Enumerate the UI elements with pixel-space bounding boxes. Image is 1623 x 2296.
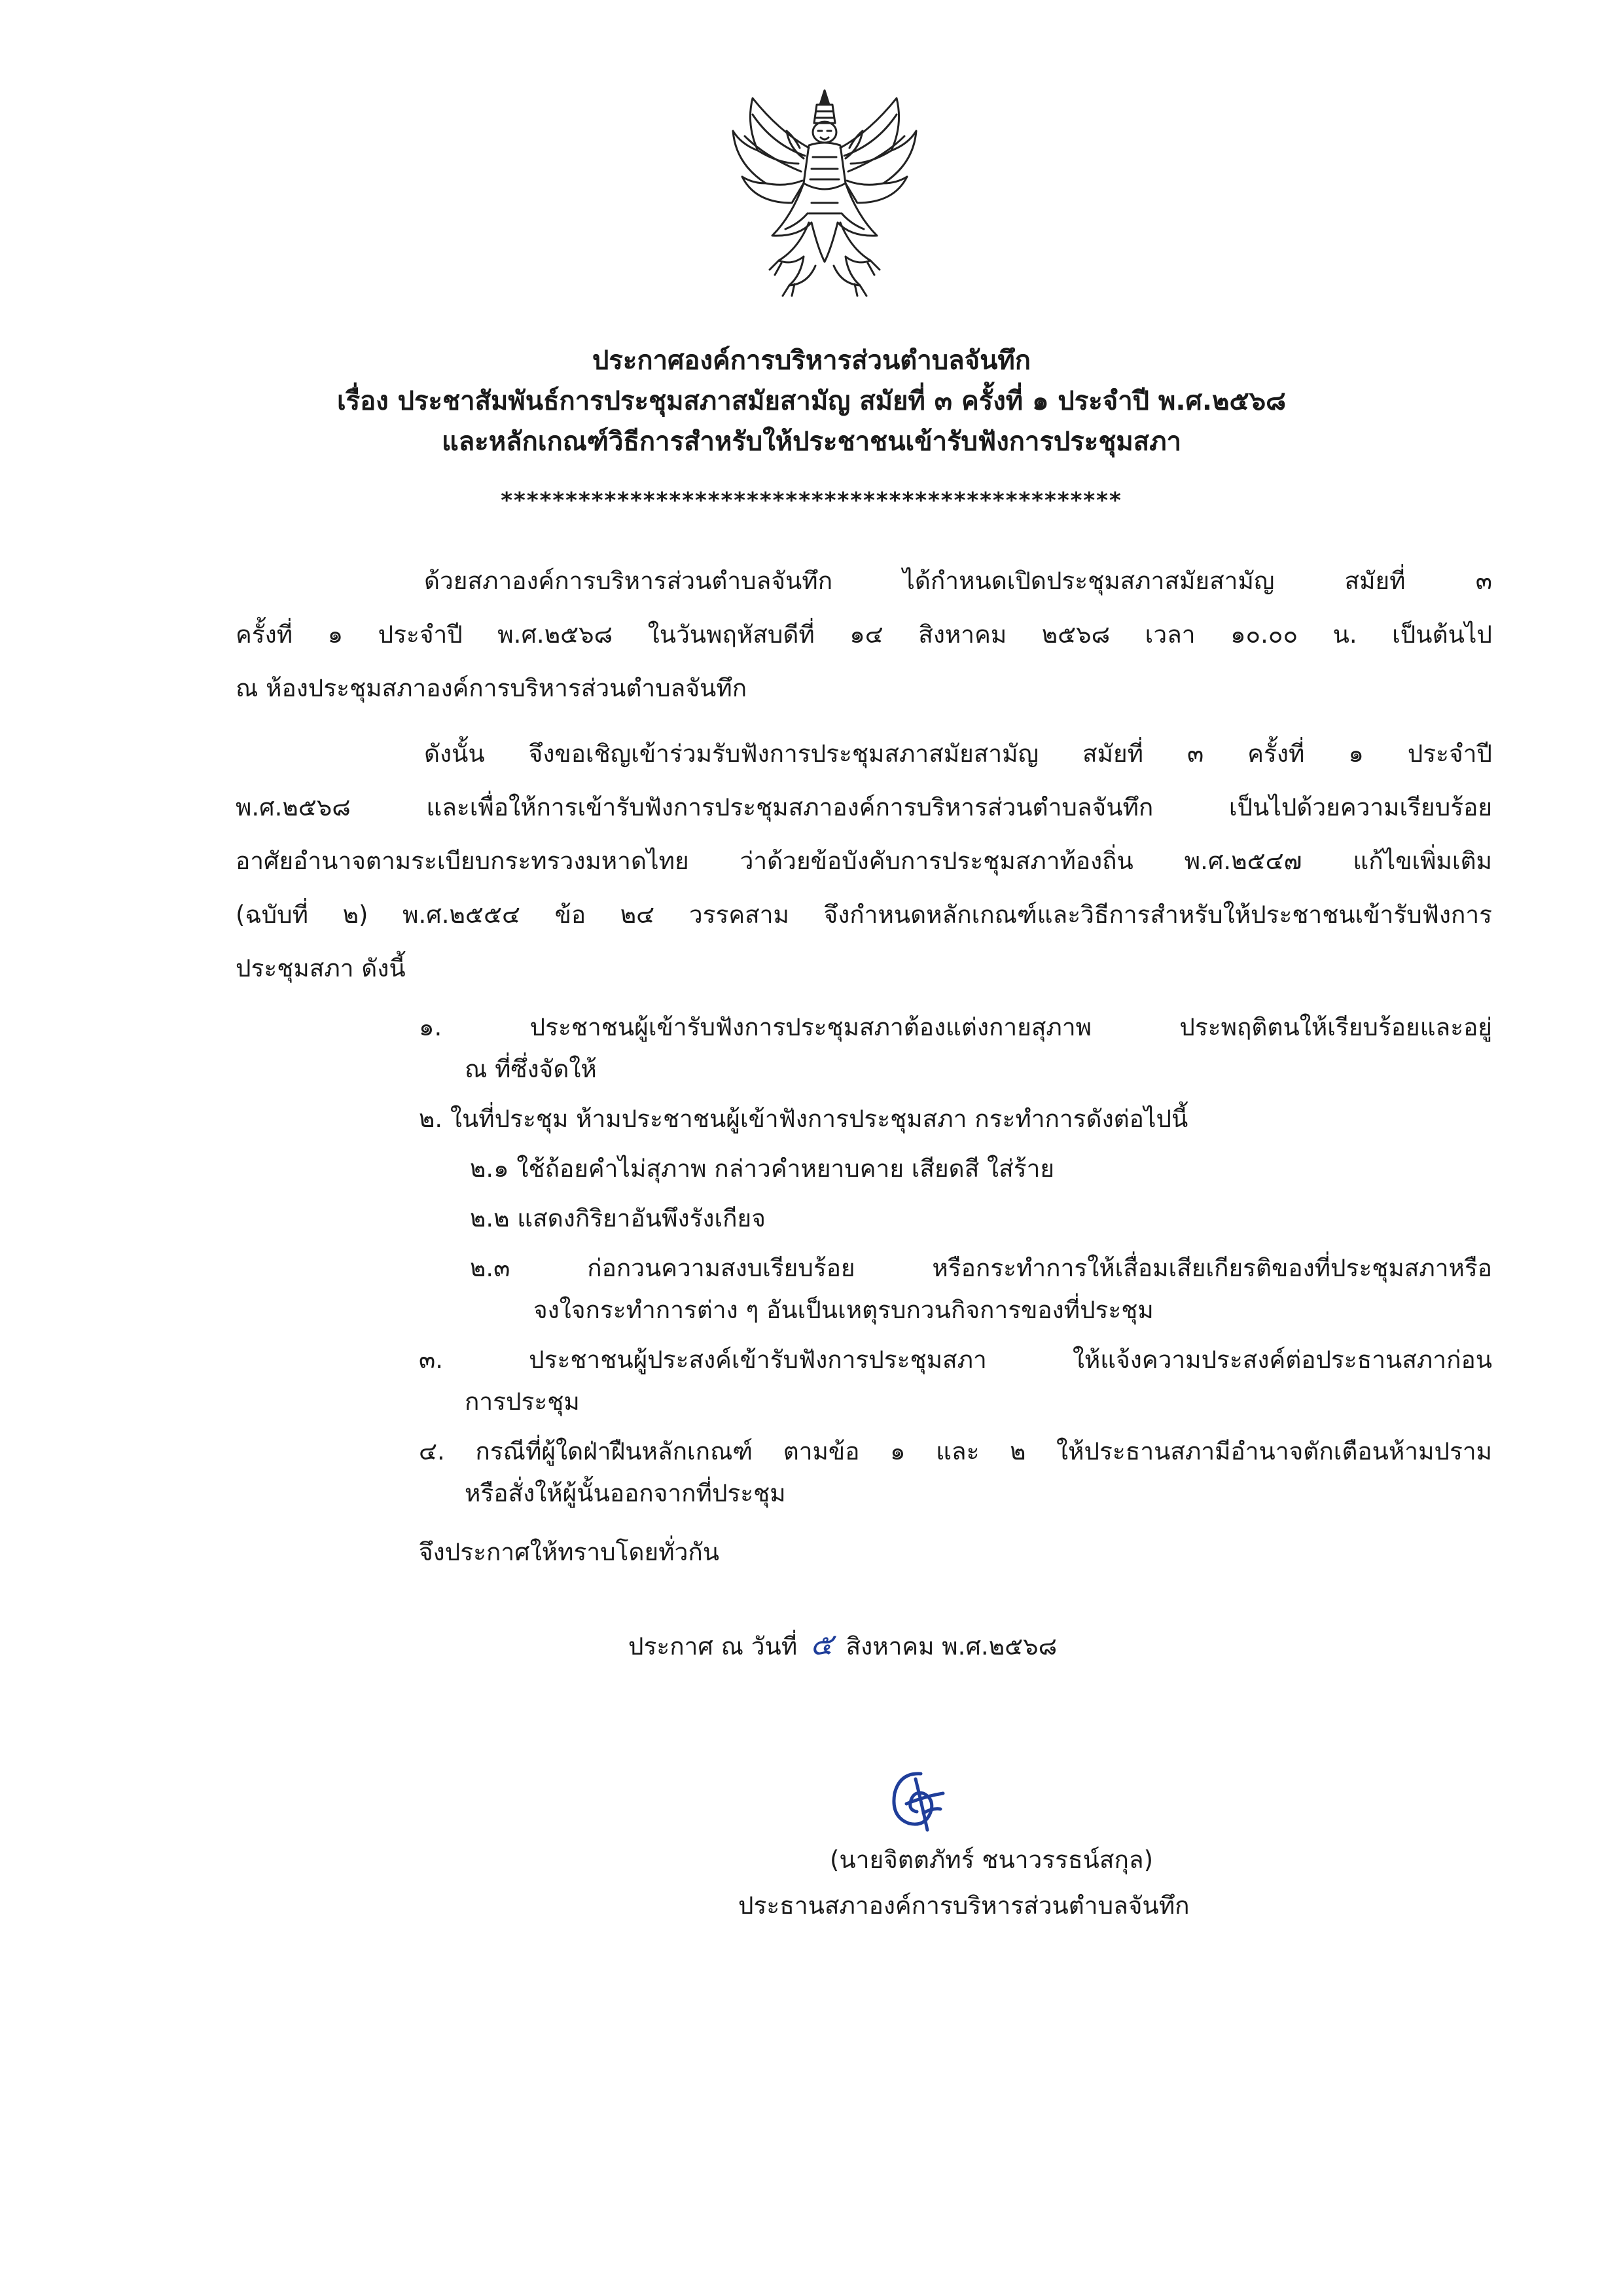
title-separator: ************************************************ (501, 488, 1122, 514)
rule-item-1-continued: ณ ที่ซึ่งจัดให้ (465, 1055, 597, 1083)
rule-item-2: ๒. ในที่ประชุม ห้ามประชาชนผู้เข้าฟังการประชุมสภา กระทำการดังต่อไปนี้ (419, 1105, 1188, 1133)
paragraph2-line1: ดังนั้น จึงขอเชิญเข้าร่วมรับฟังการประชุมสภาสมัยสามัญ สมัยที่ ๓ ครั้งที่ ๑ ประจำปี (424, 740, 1492, 768)
date-suffix: สิงหาคม พ.ศ.๒๕๖๘ (846, 1632, 1058, 1660)
rule-item-4-continued: หรือสั่งให้ผู้นั้นออกจากที่ประชุม (465, 1479, 786, 1507)
signature-mark (880, 1767, 952, 1839)
rule-item-2-3-continued: จงใจกระทำการต่าง ๆ อันเป็นเหตุรบกวนกิจการของที่ประชุม (533, 1296, 1154, 1324)
signatory-name: (นายจิตตภัทร์ ชนาวรรธน์สกุล) (830, 1846, 1154, 1874)
paragraph1-line1: ด้วยสภาองค์การบริหารส่วนตำบลจันทึก ได้กำหนดเปิดประชุมสภาสมัยสามัญ สมัยที่ ๓ (424, 567, 1492, 595)
paragraph2-line4: (ฉบับที่ ๒) พ.ศ.๒๕๕๔ ข้อ ๒๔ วรรคสาม จึงกำหนดหลักเกณฑ์และวิธีการสำหรับให้ประชาชนเข้ารับฟังการ (236, 901, 1492, 929)
rule-item-2-1: ๒.๑ ใช้ถ้อยคำไม่สุภาพ กล่าวคำหยาบคาย เสียดสี ใส่ร้าย (470, 1155, 1055, 1183)
rule-item-4: ๔. กรณีที่ผู้ใดฝ่าฝืนหลักเกณฑ์ ตามข้อ ๑ และ ๒ ให้ประธานสภามีอำนาจตักเตือนห้ามปราม (419, 1437, 1492, 1465)
rule-item-3-continued: การประชุม (465, 1388, 580, 1416)
announcement-title: ประกาศองค์การบริหารส่วนตำบลจันทึก (592, 346, 1031, 376)
rule-item-3: ๓. ประชาชนผู้ประสงค์เข้ารับฟังการประชุมสภา ให้แจ้งความประสงค์ต่อประธานสภาก่อน (419, 1346, 1492, 1374)
rule-item-1: ๑. ประชาชนผู้เข้ารับฟังการประชุมสภาต้องแต่งกายสุภาพ ประพฤติตนให้เรียบร้อยและอยู่ (419, 1013, 1492, 1041)
closing-announcement: จึงประกาศให้ทราบโดยทั่วกัน (419, 1538, 720, 1566)
rule-item-2-2: ๒.๒ แสดงกิริยาอันพึงรังเกียจ (470, 1204, 766, 1232)
paragraph1-line2: ครั้งที่ ๑ ประจำปี พ.ศ.๒๕๖๘ ในวันพฤหัสบดีที่ ๑๔ สิงหาคม ๒๕๖๘ เวลา ๑๐.๐๐ น. เป็นต้นไป (236, 620, 1492, 649)
announcement-date (628, 1624, 1057, 1666)
date-prefix: ประกาศ ณ วันที่ (628, 1632, 798, 1660)
announcement-subject: เรื่อง ประชาสัมพันธ์การประชุมสภาสมัยสามัญ สมัยที่ ๓ ครั้งที่ ๑ ประจำปี พ.ศ.๒๕๖๘ (336, 386, 1287, 416)
paragraph2-line5: ประชุมสภา ดังนี้ (236, 954, 406, 982)
garuda-emblem-icon (726, 85, 923, 301)
signatory-position: ประธานสภาองค์การบริหารส่วนตำบลจันทึก (738, 1892, 1190, 1920)
date-day-handwritten: ๕ (810, 1626, 833, 1662)
paragraph2-line2: พ.ศ.๒๕๖๘ และเพื่อให้การเข้ารับฟังการประชุมสภาองค์การบริหารส่วนตำบลจันทึก เป็นไปด้วยความเรียบร้อย (236, 793, 1492, 821)
paragraph1-line3: ณ ห้องประชุมสภาองค์การบริหารส่วนตำบลจันทึก (236, 674, 747, 702)
paragraph2-line3: อาศัยอำนาจตามระเบียบกระทรวงมหาดไทย ว่าด้วยข้อบังคับการประชุมสภาท้องถิ่น พ.ศ.๒๕๔๗ แก้ไขเพิ่มเติม (236, 847, 1492, 875)
rule-item-2-3: ๒.๓ ก่อกวนความสงบเรียบร้อย หรือกระทำการให้เสื่อมเสียเกียรติของที่ประชุมสภาหรือ (470, 1254, 1492, 1282)
announcement-subject-continued: และหลักเกณฑ์วิธีการสำหรับให้ประชาชนเข้ารับฟังการประชุมสภา (441, 427, 1182, 457)
